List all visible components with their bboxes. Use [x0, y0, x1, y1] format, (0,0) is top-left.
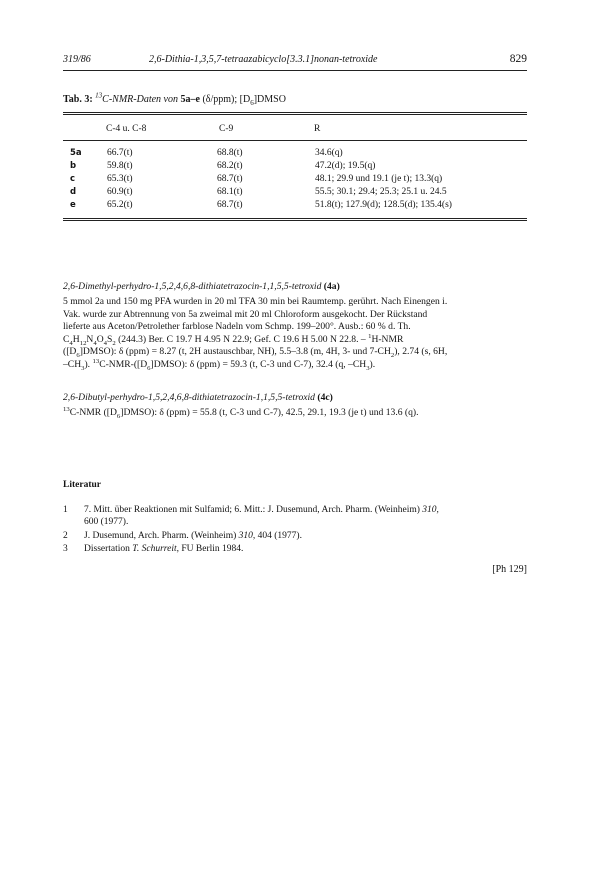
compound-4c-name: 2,6-Dibutyl-perhydro-1,5,2,4,6,8-dithiatetrazocin-1,1,5,5-tetroxid: [63, 392, 315, 403]
row-label: b: [70, 161, 77, 171]
body-line: $C_4H_{12}N_4O_4S_2$ (244.3) Ber. C 19.7 H 4.95 N 22.9; Gef. C 19.6 H 5.00 N 22.8. – $^1$H-NMR: [63, 332, 404, 347]
table-top-rule-2: [63, 114, 527, 115]
row-label: d: [70, 187, 77, 197]
col-header-c9: C-9: [219, 124, 234, 134]
reference-number: 3: [63, 544, 68, 554]
compound-4a-title: [63, 281, 529, 294]
cell-c9: 68.2(t): [217, 161, 243, 171]
table-bottom-rule: [63, 218, 527, 219]
literature-heading: Literatur: [63, 480, 101, 490]
cell-c48: 65.3(t): [107, 174, 133, 184]
table-caption: [63, 91, 286, 107]
reference-text: J. Dusemund, Arch. Pharm. (Weinheim) 310, 404 (1977).: [84, 531, 302, 541]
running-title: 2,6-Dithia-1,3,5,7-tetraazabicyclo[3.3.1]nonan-tetroxide: [149, 54, 378, 65]
caption-end: ]DMSO: [253, 94, 286, 105]
reference-item: [63, 504, 533, 530]
caption-main: C-NMR-Daten von: [102, 94, 178, 105]
table-row: [0, 174, 600, 187]
reference-item: [63, 543, 533, 556]
col-header-r: R: [314, 124, 321, 134]
body-line: 5 mmol 2a und 150 mg PFA wurden in 20 ml TFA 30 min bei Raumtemp. gerührt. Nach Einengen i.: [63, 296, 448, 307]
compound-4c-title: [63, 392, 529, 405]
compound-4a-body: [63, 296, 529, 372]
table-bottom-rule-2: [63, 220, 527, 221]
cell-c48: 59.8(t): [107, 161, 133, 171]
reference-number: 1: [63, 505, 68, 515]
reference-text: Dissertation T. Schurreit, FU Berlin 1984.: [84, 544, 244, 554]
cell-r: 48.1; 29.9 und 19.1 (je t); 13.3(q): [315, 174, 443, 184]
reference-text: 7. Mitt. über Reaktionen mit Sulfamid; 6. Mitt.: J. Dusemund, Arch. Pharm. (Weinheim) 310, 600 (1977).: [84, 505, 439, 528]
page-ref: 319/86: [63, 54, 91, 65]
body-line: lieferte aus Aceton/Petrolether farblose Nadeln vom Schmp. 199–200°. Ausb.: 60 % d. Th.: [63, 321, 411, 333]
cell-c9: 68.7(t): [217, 174, 243, 184]
cell-c48: 65.2(t): [107, 200, 133, 210]
body-line: Vak. wurde zur Abtrennung von 5a zweimal mit 20 ml Chloroform ausgekocht. Der Rückstand: [63, 308, 428, 320]
row-label: e: [70, 200, 76, 210]
table-label: Tab. 3:: [63, 94, 93, 105]
compound-4c-body: $^{13}$C-NMR $([D_6]DMSO)$: δ (ppm) = 55.8 (t, C-3 und C-7), 42.5, 29.1, 19.3 (je t) und 13.6 (q).: [63, 405, 419, 420]
cell-r: 34.6(q): [315, 148, 343, 158]
cell-r: 47.2(d); 19.5(q): [315, 161, 376, 171]
caption-compounds: 5a–e: [180, 94, 200, 105]
table-header-rule: [63, 140, 527, 141]
compound-4c-id: (4c): [317, 392, 333, 403]
compound-4a-name: 2,6-Dimethyl-perhydro-1,5,2,4,6,8-dithiatetrazocin-1,1,5,5-tetroxid: [63, 281, 322, 292]
compound-4a-id: (4a): [323, 281, 340, 292]
reference-item: [63, 530, 533, 543]
cell-c9: 68.1(t): [217, 187, 243, 197]
cell-c48: 60.9(t): [107, 187, 133, 197]
cell-r: 51.8(t); 127.9(d); 128.5(d); 135.4(s): [315, 200, 452, 210]
table-row: [0, 200, 600, 213]
caption-tail: (δ/ppm); [D: [202, 94, 251, 105]
cell-r: 55.5; 30.1; 29.4; 25.3; 25.1 u. 24.5: [315, 187, 447, 197]
body-line: $([D_6]DMSO)$: δ (ppm) = 8.27 (t, 2H austauschbar, NH), 5.5–3.8 (m, 4H, 3- und $7-CH_2$), 2.74 (s, 6H,: [63, 346, 448, 360]
header-rule: [63, 70, 527, 71]
cell-c9: 68.8(t): [217, 148, 243, 158]
cell-c9: 68.7(t): [217, 200, 243, 210]
table-top-rule: [63, 112, 527, 113]
reference-number: 2: [63, 531, 68, 541]
table-row: [0, 148, 600, 161]
caption-sup: 13: [95, 91, 103, 100]
caption-sub: 6: [250, 99, 254, 107]
row-label: 5a: [70, 148, 82, 158]
cell-c48: 66.7(t): [107, 148, 133, 158]
page-number: 829: [509, 53, 527, 65]
col-header-c48: C-4 u. C-8: [106, 124, 147, 134]
table-row: [0, 161, 600, 174]
body-line: $-CH_3$). $^{13}C-NMR-([D_6]DMSO)$: δ (ppm) = 59.3 (t, C-3 und C-7), 32.4 (q, $-CH_3$).: [63, 357, 376, 372]
row-label: c: [70, 174, 76, 184]
article-code: [Ph 129]: [492, 564, 527, 575]
table-row: [0, 187, 600, 200]
